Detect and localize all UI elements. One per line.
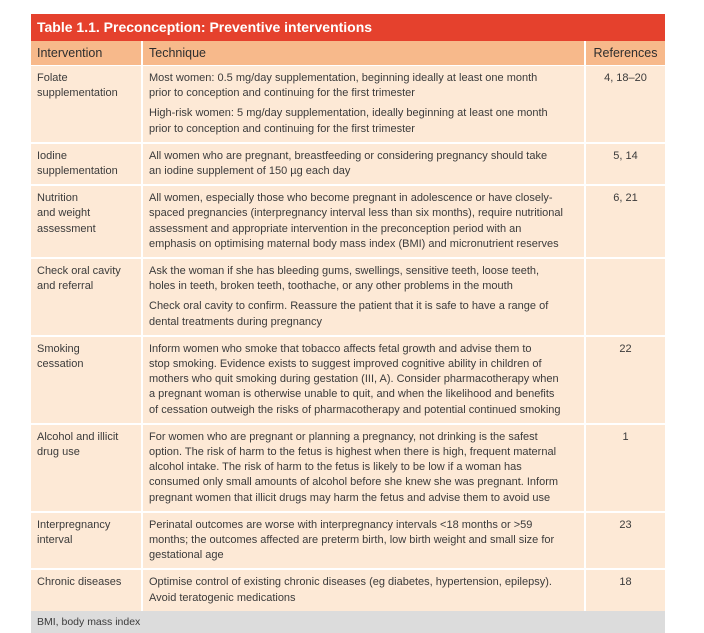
header-references: References (593, 46, 658, 60)
intervention-line: Folate (37, 72, 68, 84)
technique-line: High-risk women: 5 mg/day supplementation, ideally beginning at least one month (149, 107, 548, 120)
table-row (31, 570, 665, 612)
technique-line: alcohol intake. The risk of harm to the fetus is likely to be low if a woman has (149, 461, 522, 474)
technique-cell (143, 66, 586, 142)
references-cell (586, 259, 665, 335)
technique-paragraph (149, 71, 578, 101)
technique-line: All women, especially those who become pregnant in adolescence or have closely- (149, 192, 553, 205)
technique-cell (143, 425, 586, 511)
technique-paragraph (149, 342, 578, 418)
technique-line: Inform women who smoke that tobacco affects fetal growth and advise them to (149, 342, 532, 355)
technique-line: prior to conception and continuing for the first trimester (149, 87, 415, 100)
references-cell: 22 (619, 342, 632, 355)
technique-line: an iodine supplement of 150 µg each day (149, 165, 351, 178)
table-row (31, 144, 665, 186)
intervention-cell (31, 66, 143, 142)
references-cell: 23 (619, 518, 632, 531)
technique-paragraph (149, 106, 578, 136)
table-row (31, 66, 665, 144)
technique-line: spaced pregnancies (interpregnancy interval less than six months), require nutritional (149, 207, 563, 220)
intervention-cell (31, 570, 143, 610)
technique-line: months; the outcomes affected are preterm birth, low birth weight and small size for (149, 534, 555, 547)
intervention-line: and referral (37, 280, 94, 293)
technique-line: Perinatal outcomes are worse with interpregnancy intervals <18 months or >59 (149, 518, 533, 531)
intervention-line: Alcohol and illicit (37, 430, 119, 443)
intervention-cell (31, 337, 143, 423)
intervention-cell (31, 259, 143, 335)
intervention-line: supplementation (37, 165, 118, 178)
technique-line: stop smoking. Evidence exists to suggest improved cognitive ability in children of (149, 358, 542, 371)
table-row (31, 186, 665, 259)
technique-line: prior to conception and continuing for the first trimester (149, 122, 415, 135)
technique-line: of cessation outweigh the risks of pharmacotherapy and potential continued smoking (149, 403, 561, 416)
technique-paragraph (149, 575, 578, 605)
technique-paragraph (149, 518, 578, 564)
technique-line: gestational age (149, 549, 224, 562)
table-body (31, 66, 665, 613)
intervention-line: Smoking (37, 342, 80, 355)
references-cell: 6, 21 (613, 192, 638, 205)
intervention-line: supplementation (37, 87, 118, 100)
technique-line: emphasis on optimising maternal body mass index (BMI) and micronutrient reserves (149, 237, 559, 250)
table-footnote: BMI, body mass index (31, 611, 665, 633)
table-row (31, 513, 665, 571)
technique-cell (143, 513, 586, 569)
header-technique: Technique (143, 41, 586, 65)
intervention-cell (31, 144, 143, 184)
technique-paragraph (149, 191, 578, 252)
references-cell: 1 (622, 430, 629, 443)
intervention-line: drug use (37, 446, 80, 459)
technique-paragraph (149, 430, 578, 506)
intervention-line: assessment (37, 222, 96, 235)
intervention-line: cessation (37, 358, 84, 371)
table-header-row (31, 41, 665, 66)
technique-line: option. The risk of harm to the fetus is highest when there is high, frequent maternal (149, 446, 557, 459)
technique-paragraph (149, 299, 578, 329)
technique-line: Ask the woman if she has bleeding gums, swellings, sensitive teeth, loose teeth, (149, 265, 540, 278)
technique-paragraph (149, 149, 578, 179)
technique-line: All women who are pregnant, breastfeeding or considering pregnancy should take (149, 149, 548, 162)
table-title: Table 1.1. Preconception: Preventive interventions (31, 14, 665, 41)
technique-line: holes in teeth, broken teeth, toothache, or any other problems in the mouth (149, 280, 513, 293)
technique-line: mothers who quit smoking during gestation (III, A). Consider pharmacotherapy when (149, 373, 559, 386)
intervention-line: Iodine (37, 149, 67, 162)
technique-cell (143, 259, 586, 335)
technique-line: Avoid teratogenic medications (149, 591, 296, 604)
technique-cell (143, 186, 586, 257)
technique-line: pregnant women that illicit drugs may harm the fetus and advise them to avoid use (149, 491, 551, 504)
references-cell: 4, 18–20 (604, 72, 647, 84)
intervention-cell (31, 513, 143, 569)
intervention-line: interval (37, 534, 73, 547)
table-row (31, 425, 665, 513)
intervention-line: and weight (37, 207, 91, 220)
technique-line: For women who are pregnant or planning a pregnancy, not drinking is the safest (149, 430, 538, 443)
intervention-cell (31, 425, 143, 511)
references-cell: 18 (619, 576, 632, 589)
intervention-cell (31, 186, 143, 257)
preventive-interventions-table (31, 14, 665, 633)
technique-line: Most women: 0.5 mg/day supplementation, beginning ideally at least one month (149, 72, 538, 84)
technique-line: consumed only small amounts of alcohol before she knew she was pregnant. Inform (149, 476, 559, 489)
header-intervention: Intervention (31, 41, 143, 65)
technique-cell (143, 570, 586, 610)
technique-line: Check oral cavity to confirm. Reassure the patient that it is safe to have a range of (149, 300, 549, 313)
intervention-line: Chronic diseases (37, 576, 122, 589)
technique-line: dental treatments during pregnancy (149, 315, 323, 328)
table-row (31, 259, 665, 337)
technique-line: assessment and appropriate intervention in the preconception period with an (149, 222, 522, 235)
technique-line: a pregnant woman is otherwise unable to quit, and when the likelihood and benefits (149, 388, 555, 401)
references-cell: 5, 14 (613, 149, 638, 162)
technique-cell (143, 144, 586, 184)
technique-cell (143, 337, 586, 423)
intervention-line: Interpregnancy (37, 518, 111, 531)
intervention-line: Check oral cavity (37, 265, 121, 278)
table-row (31, 337, 665, 425)
technique-line: Optimise control of existing chronic diseases (eg diabetes, hypertension, epilepsy). (149, 576, 552, 589)
technique-paragraph (149, 264, 578, 294)
intervention-line: Nutrition (37, 192, 78, 205)
